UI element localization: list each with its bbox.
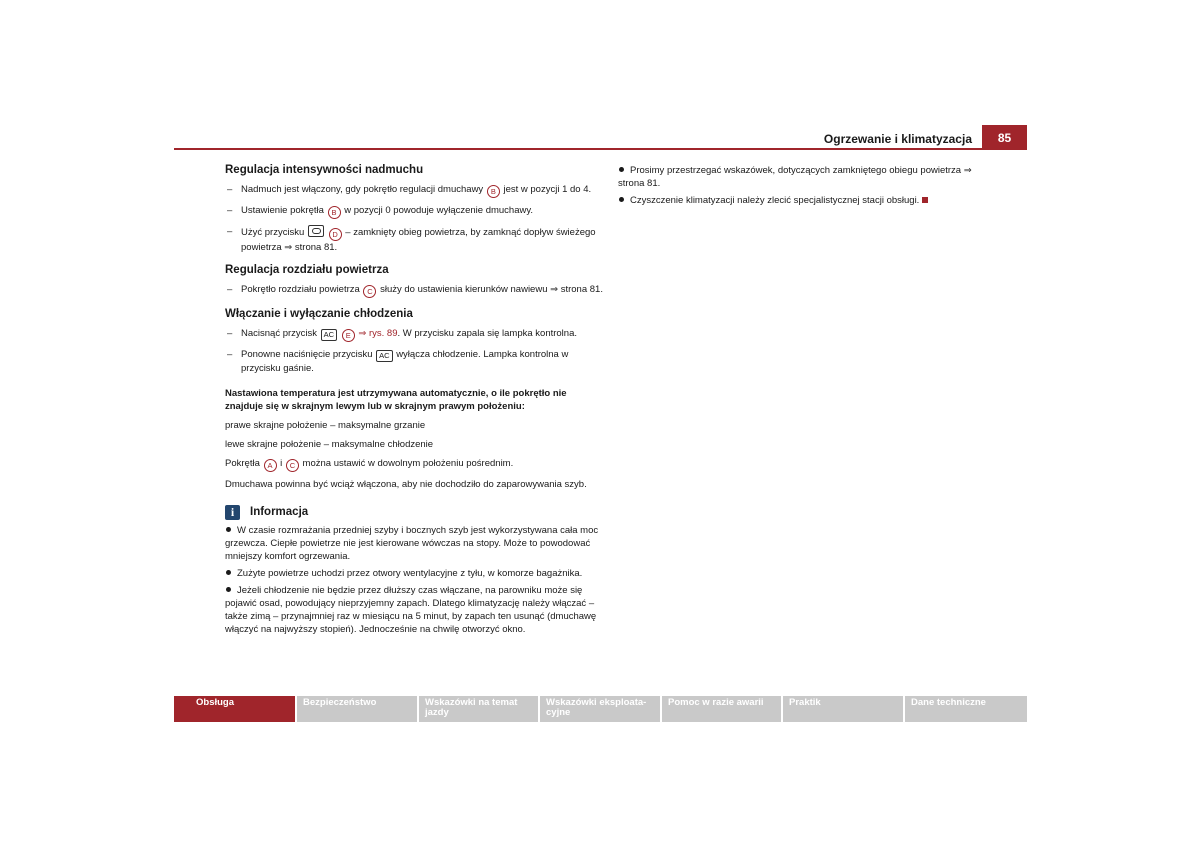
info-bullet: W czasie rozmrażania przedniej szyby i bocznych szyb jest wykorzystywana cała moc grzewcza. Ciepłe powietrze nie jest kierowane wówczas na stopy. Może to powodować mniejszy komfort ogrzewania. bbox=[225, 525, 599, 562]
recirculation-key-icon bbox=[308, 225, 324, 237]
section-heading: Regulacja intensywności nadmuchu bbox=[225, 164, 424, 176]
info-title: Informacja bbox=[250, 506, 309, 518]
control-b-symbol: B bbox=[328, 206, 341, 219]
figure-link[interactable]: ⇒ rys. 89 bbox=[358, 328, 398, 339]
paragraph: lewe skrajne położenie – maksymalne chłodzenie bbox=[225, 439, 434, 450]
header-divider bbox=[174, 148, 1027, 150]
info-bullet: Jeżeli chłodzenie nie będzie przez dłuższy czas włączane, na parowniku może się pojawić osad, powodujący nieprzyjemny zapach. Dlatego klimatyzację należy włączać – także zimą – przynajmniej raz w miesiącu na 5 minut, by zapach ten usunąć (dmuchawę włączyć na najwyższy stopień). Jednocześnie na chwilę otworzyć okno. bbox=[225, 585, 597, 635]
page-number: 85 bbox=[982, 125, 1027, 149]
right-column bbox=[618, 164, 988, 211]
list-item: – Nadmuch jest włączony, gdy pokrętło regulacji dmuchawy B jest w pozycji 1 do 4. bbox=[225, 183, 603, 198]
section-fan-speed bbox=[225, 164, 603, 254]
tab-bezpieczenstwo[interactable]: Bezpieczeństwo bbox=[297, 696, 419, 722]
bullet-icon bbox=[226, 570, 231, 575]
list-item: – Użyć przycisku D – zamknięty obieg powietrza, by zamknąć dopływ świeżego powietrza ⇒ strona 81. bbox=[225, 225, 603, 254]
list-item: – Nacisnąć przycisk AC E ⇒ rys. 89. W przycisku zapala się lampka kontrolna. bbox=[225, 327, 603, 342]
left-column bbox=[225, 164, 603, 640]
control-c-symbol: C bbox=[363, 285, 376, 298]
section-heading: Regulacja rozdziału powietrza bbox=[225, 264, 389, 276]
paragraph: prawe skrajne położenie – maksymalne grzanie bbox=[225, 420, 426, 431]
bullet-icon bbox=[619, 167, 624, 172]
list-item: – Ustawienie pokrętła B w pozycji 0 powoduje wyłączenie dmuchawy. bbox=[225, 204, 603, 219]
list-item: – Ponowne naciśnięcie przycisku AC wyłącza chłodzenie. Lampka kontrolna w przycisku gaśnie. bbox=[225, 348, 603, 375]
section-cooling bbox=[225, 308, 603, 375]
section-end-icon bbox=[922, 197, 928, 203]
bullet-icon bbox=[619, 197, 624, 202]
bullet-icon bbox=[226, 527, 231, 532]
list-item: – Pokrętło rozdziału powietrza C służy do ustawienia kierunków nawiewu ⇒ strona 81. bbox=[225, 283, 603, 298]
control-a-symbol: A bbox=[264, 459, 277, 472]
footer-nav bbox=[174, 696, 1027, 722]
tab-praktik[interactable]: Praktik bbox=[783, 696, 905, 722]
info-box-header bbox=[225, 505, 603, 520]
section-air-distribution bbox=[225, 264, 603, 298]
control-e-symbol: E bbox=[342, 329, 355, 342]
tab-wskazowki-eksploatacyjne[interactable]: Wskazówki eksploata- cyjne bbox=[540, 696, 662, 722]
tab-dane-techniczne[interactable]: Dane techniczne bbox=[905, 696, 1027, 722]
section-title: Ogrzewanie i klimatyzacja bbox=[823, 132, 972, 146]
bullet-item: Prosimy przestrzegać wskazówek, dotyczących zamkniętego obiegu powietrza ⇒ strona 81. bbox=[618, 165, 972, 189]
paragraph: Dmuchawa powinna być wciąż włączona, aby nie dochodziło do zaparowywania szyb. bbox=[225, 479, 587, 490]
control-c-symbol: C bbox=[286, 459, 299, 472]
paragraph: Pokrętła A i C można ustawić w dowolnym położeniu pośrednim. bbox=[225, 458, 514, 470]
control-b-symbol: B bbox=[487, 185, 500, 198]
section-heading: Włączanie i wyłączanie chłodzenia bbox=[225, 308, 413, 320]
info-icon: i bbox=[225, 505, 240, 520]
tab-pomoc-awarii[interactable]: Pomoc w razie awarii bbox=[662, 696, 783, 722]
tab-wskazowki-jazdy[interactable]: Wskazówki na temat jazdy bbox=[419, 696, 540, 722]
control-d-symbol: D bbox=[329, 228, 342, 241]
bullet-item: Czyszczenie klimatyzacji należy zlecić specjalistycznej stacji obsługi. bbox=[618, 194, 988, 207]
bold-paragraph: Nastawiona temperatura jest utrzymywana automatycznie, o ile pokrętło nie znajduje się w skrajnym lewym lub w skrajnym prawym położeniu: bbox=[225, 388, 567, 412]
bullet-icon bbox=[226, 587, 231, 592]
info-bullet: Zużyte powietrze uchodzi przez otwory wentylacyjne z tyłu, w komorze bagażnika. bbox=[225, 567, 603, 580]
ac-key-symbol: AC bbox=[321, 329, 337, 341]
ac-key-symbol: AC bbox=[376, 350, 392, 362]
tab-obsluga[interactable]: Obsługa bbox=[174, 696, 297, 722]
